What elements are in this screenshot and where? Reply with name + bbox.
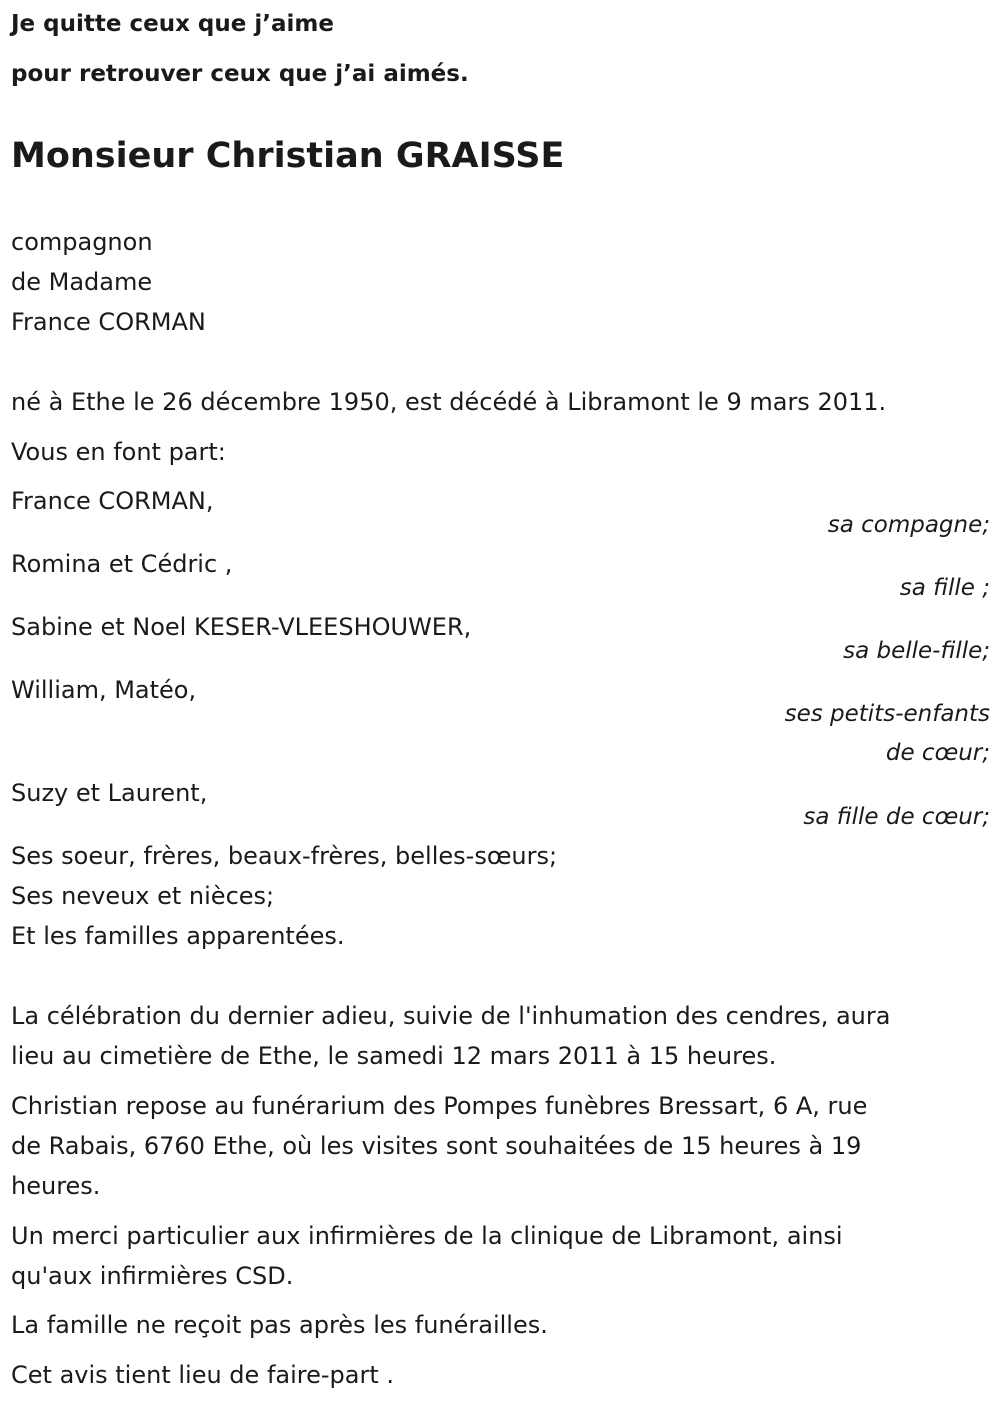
family-line-1: Ses soeur, frères, beaux-frères, belles-sœurs; bbox=[11, 842, 558, 870]
partner-line-3: France CORMAN bbox=[11, 308, 206, 336]
visitation-line-2: de Rabais, 6760 Ethe, où les visites sont souhaitées de 15 heures à 19 bbox=[11, 1132, 862, 1160]
thanks-line-2: qu'aux infirmières CSD. bbox=[11, 1262, 294, 1290]
quote-line-2: pour retrouver ceux que j’ai aimés. bbox=[11, 61, 469, 87]
birth-death-text: né à Ethe le 26 décembre 1950, est décédé à Libramont le 9 mars 2011. bbox=[11, 388, 887, 416]
mourner-relation-3: sa belle-fille; bbox=[843, 638, 990, 664]
deceased-name: Monsieur Christian GRAISSE bbox=[11, 136, 565, 176]
mourner-relation-4-line-1: ses petits-enfants bbox=[784, 701, 990, 727]
ceremony-line-1: La célébration du dernier adieu, suivie de l'inhumation des cendres, aura bbox=[11, 1002, 891, 1030]
mourner-relation-1: sa compagne; bbox=[827, 512, 990, 538]
quote-line-1: Je quitte ceux que j’aime bbox=[11, 11, 334, 37]
ceremony-line-2: lieu au cimetière de Ethe, le samedi 12 mars 2011 à 15 heures. bbox=[11, 1042, 777, 1070]
visitation-line-1: Christian repose au funérarium des Pompes funèbres Bressart, 6 A, rue bbox=[11, 1092, 868, 1120]
mourner-relation-4-line-2: de cœur; bbox=[885, 740, 990, 766]
mourner-name-3: Sabine et Noel KESER-VLEESHOUWER, bbox=[11, 613, 472, 641]
family-line-3: Et les familles apparentées. bbox=[11, 922, 345, 950]
mourner-relation-2: sa fille ; bbox=[899, 575, 990, 601]
closing-text: Cet avis tient lieu de faire-part . bbox=[11, 1361, 395, 1389]
partner-line-2: de Madame bbox=[11, 268, 153, 296]
mourner-name-2: Romina et Cédric , bbox=[11, 550, 233, 578]
partner-line-1: compagnon bbox=[11, 228, 153, 256]
mourner-name-4: William, Matéo, bbox=[11, 676, 197, 704]
mourner-name-1: France CORMAN, bbox=[11, 487, 214, 515]
family-line-2: Ses neveux et nièces; bbox=[11, 882, 275, 910]
mourner-relation-5: sa fille de cœur; bbox=[803, 804, 990, 830]
no-reception-text: La famille ne reçoit pas après les funérailles. bbox=[11, 1311, 548, 1339]
thanks-line-1: Un merci particulier aux infirmières de la clinique de Libramont, ainsi bbox=[11, 1222, 843, 1250]
announce-intro: Vous en font part: bbox=[11, 438, 226, 466]
mourner-name-5: Suzy et Laurent, bbox=[11, 779, 208, 807]
visitation-line-3: heures. bbox=[11, 1172, 101, 1200]
